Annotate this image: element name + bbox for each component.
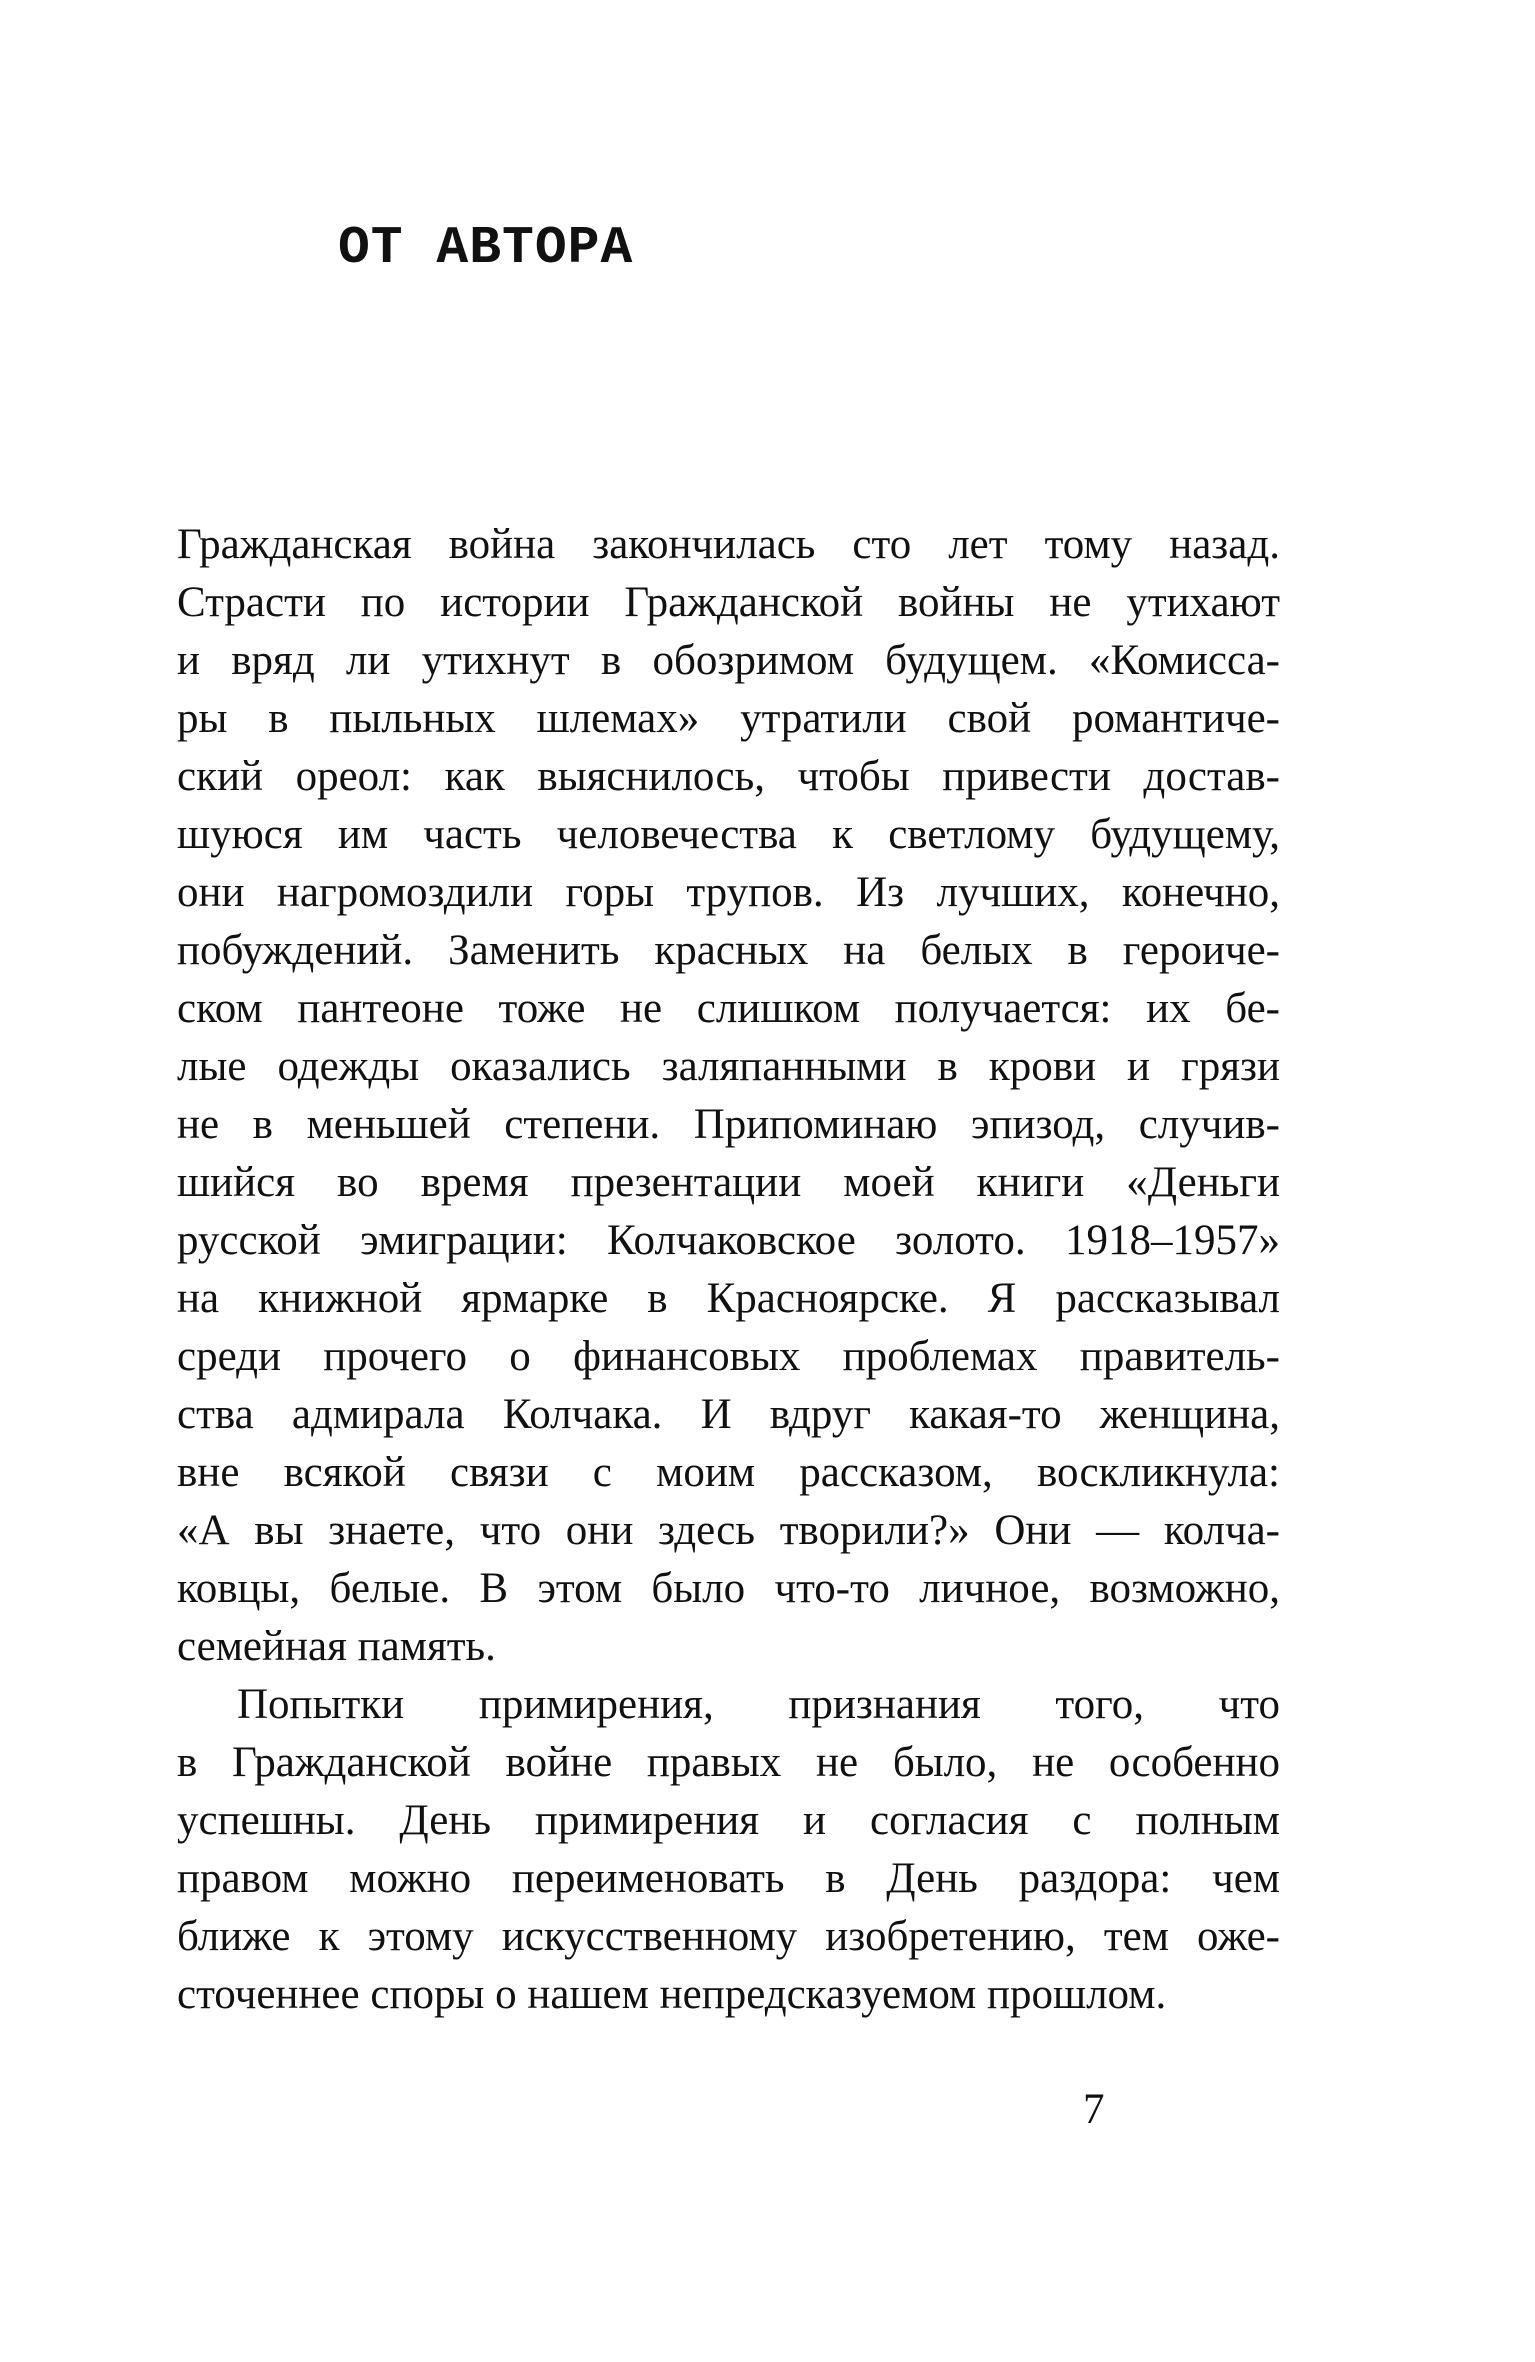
text-line: правом можно переименовать в День раздора: чем	[177, 1855, 1280, 1902]
text-line: семейная память.	[177, 1623, 496, 1670]
page-number: 7	[1083, 2086, 1105, 2133]
text-line: среди прочего о финансовых проблемах правитель-	[177, 1333, 1280, 1380]
text-line: ры в пыльных шлемах» утратили свой романтиче-	[177, 695, 1280, 742]
body-text	[177, 516, 1280, 2024]
text-line: Гражданская война закончилась сто лет тому назад.	[177, 521, 1280, 568]
text-line: Попытки примирения, признания того, что	[237, 1681, 1280, 1728]
text-line: на книжной ярмарке в Красноярске. Я рассказывал	[177, 1275, 1280, 1322]
text-line: шийся во время презентации моей книги «Деньги	[177, 1159, 1280, 1206]
text-line: они нагромоздили горы трупов. Из лучших, конечно,	[177, 869, 1280, 916]
text-line: сточеннее споры о нашем непредсказуемом прошлом.	[177, 1971, 1167, 2018]
text-line: не в меньшей степени. Припоминаю эпизод, случив-	[177, 1101, 1280, 1148]
text-line: ковцы, белые. В этом было что-то личное, возможно,	[177, 1565, 1280, 1612]
text-line: ском пантеоне тоже не слишком получается: их бе-	[177, 985, 1280, 1032]
text-line: ский ореол: как выяснилось, чтобы привести достав-	[177, 753, 1280, 800]
text-line: ближе к этому искусственному изобретению, тем оже-	[177, 1913, 1280, 1960]
text-line: Страсти по истории Гражданской войны не утихают	[177, 579, 1280, 626]
text-line: вне всякой связи с моим рассказом, воскликнула:	[177, 1449, 1280, 1496]
text-line: шуюся им часть человечества к светлому будущему,	[177, 811, 1280, 858]
text-line: в Гражданской войне правых не было, не особенно	[177, 1739, 1280, 1786]
text-line: успешны. День примирения и согласия с полным	[177, 1797, 1280, 1844]
chapter-title: ОТ АВТОРА	[338, 218, 634, 278]
text-line: и вряд ли утихнут в обозримом будущем. «Комисса-	[177, 637, 1280, 684]
text-line: побуждений. Заменить красных на белых в героиче-	[177, 927, 1280, 974]
text-line: лые одежды оказались заляпанными в крови и грязи	[177, 1043, 1280, 1090]
text-line: «А вы знаете, что они здесь творили?» Они — колча-	[177, 1507, 1280, 1554]
text-line: ства адмирала Колчака. И вдруг какая-то женщина,	[177, 1391, 1280, 1438]
text-line: русской эмиграции: Колчаковское золото. 1918–1957»	[177, 1217, 1280, 1264]
